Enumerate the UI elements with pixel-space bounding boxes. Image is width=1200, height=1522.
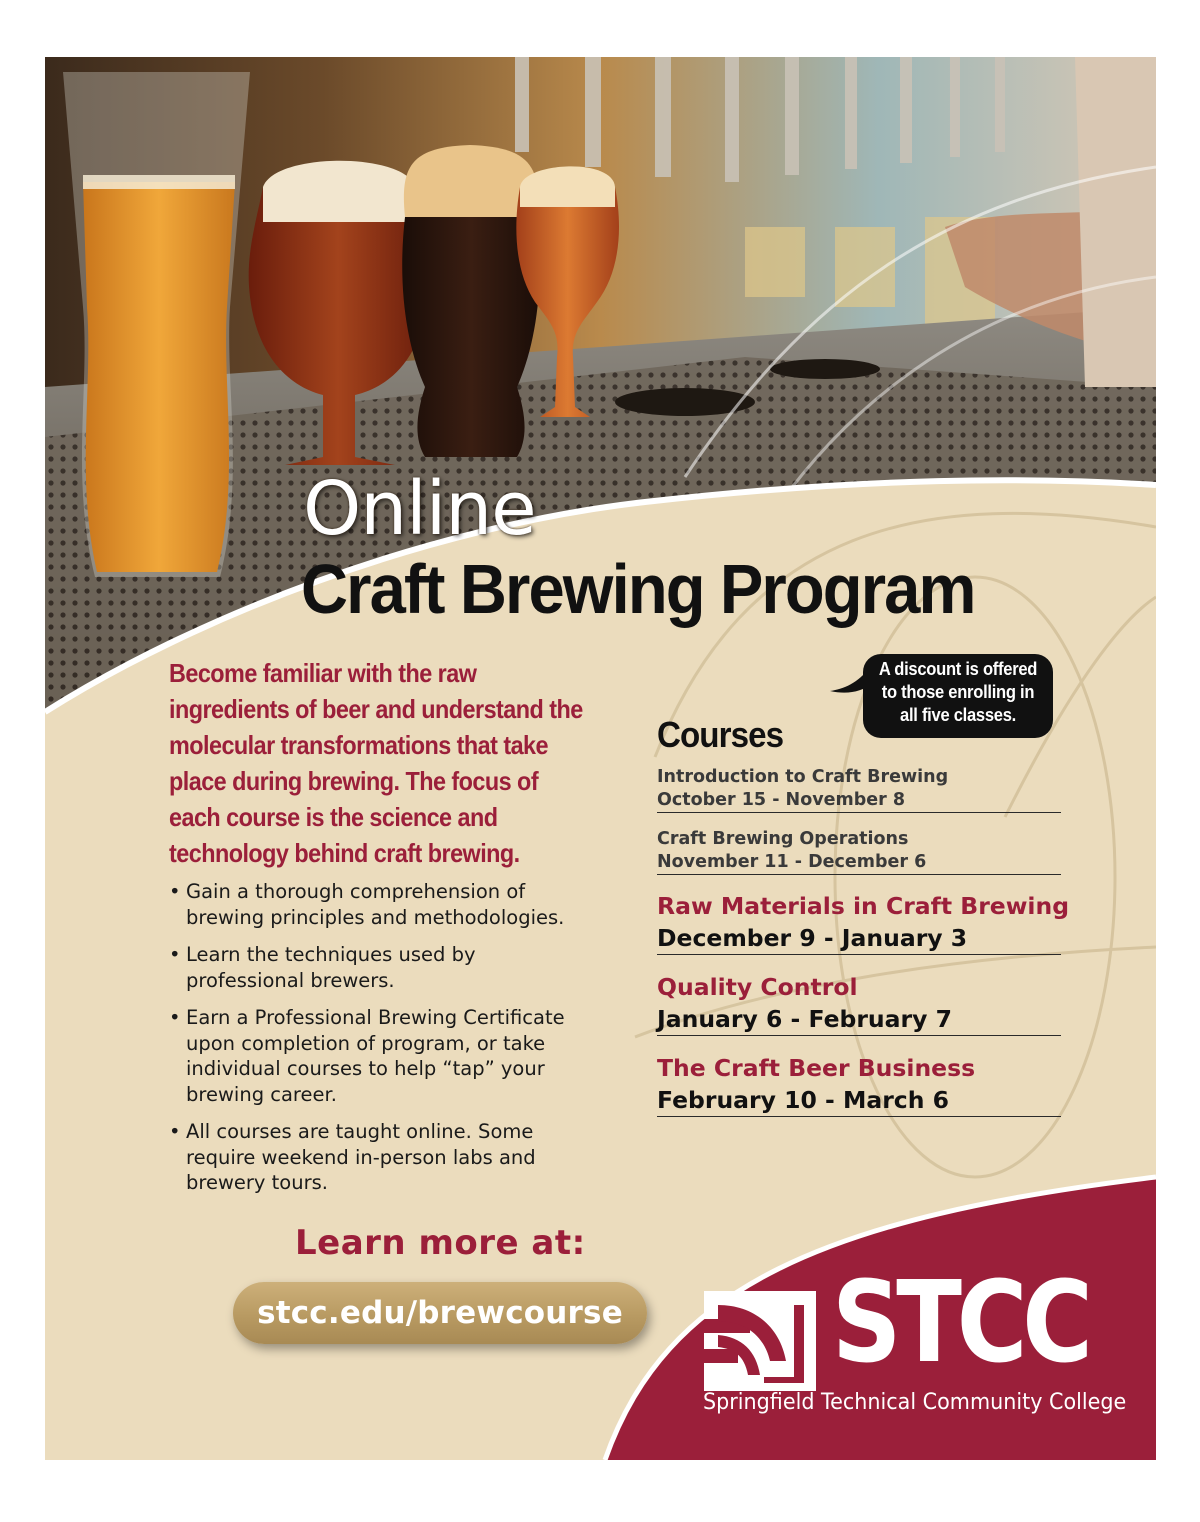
- intro-paragraph: Become familiar with the raw ingredients of beer and understand the molecular transformations that take place during brewing. The focus of each course is the science and technology behind craft brewing.: [169, 658, 583, 868]
- course-dates: November 11 - December 6: [657, 852, 927, 872]
- course-dates: January 6 - February 7: [657, 1005, 952, 1033]
- list-item: • Earn a Professional Brewing Certificate upon completion of program, or take individual courses to help “tap” your brewing career.: [169, 1005, 589, 1107]
- course-item: [657, 971, 1061, 1036]
- course-dates: February 10 - March 6: [657, 1086, 949, 1114]
- list-item: • Learn the techniques used by professional brewers.: [169, 942, 589, 993]
- title-online: Online: [303, 466, 536, 552]
- flyer: [45, 57, 1156, 1460]
- course-name: Raw Materials in Craft Brewing: [657, 892, 1070, 920]
- benefits-list: [169, 879, 589, 1208]
- course-name: Introduction to Craft Brewing: [657, 767, 949, 787]
- course-item: [657, 828, 1061, 875]
- courses-heading: Courses: [657, 714, 784, 755]
- course-name: Craft Brewing Operations: [657, 829, 909, 849]
- learn-more-label: Learn more at:: [295, 1223, 586, 1263]
- course-item: [657, 766, 1061, 813]
- course-name: The Craft Beer Business: [657, 1054, 976, 1082]
- stcc-logo-icon: [704, 1291, 816, 1391]
- college-name: Springfield Technical Community College: [703, 1389, 1127, 1415]
- course-name: Quality Control: [657, 973, 858, 1001]
- course-dates: December 9 - January 3: [657, 924, 968, 952]
- course-url-link[interactable]: [233, 1282, 647, 1344]
- list-item: • Gain a thorough comprehension of brewing principles and methodologies.: [169, 879, 589, 930]
- page-title: Craft Brewing Program: [301, 550, 975, 628]
- stcc-logo: [700, 1258, 1140, 1433]
- course-item: [657, 1052, 1061, 1117]
- course-item: [657, 890, 1070, 955]
- course-url-text: stcc.edu/brewcourse: [257, 1295, 623, 1331]
- list-item: • All courses are taught online. Some require weekend in-person labs and brewery tours.: [169, 1119, 589, 1196]
- course-dates: October 15 - November 8: [657, 790, 906, 810]
- discount-note: A discount is offered to those enrolling in all five classes.: [878, 659, 1038, 725]
- logo-acronym: STCC: [832, 1258, 1088, 1388]
- discount-bubble: [863, 654, 1053, 738]
